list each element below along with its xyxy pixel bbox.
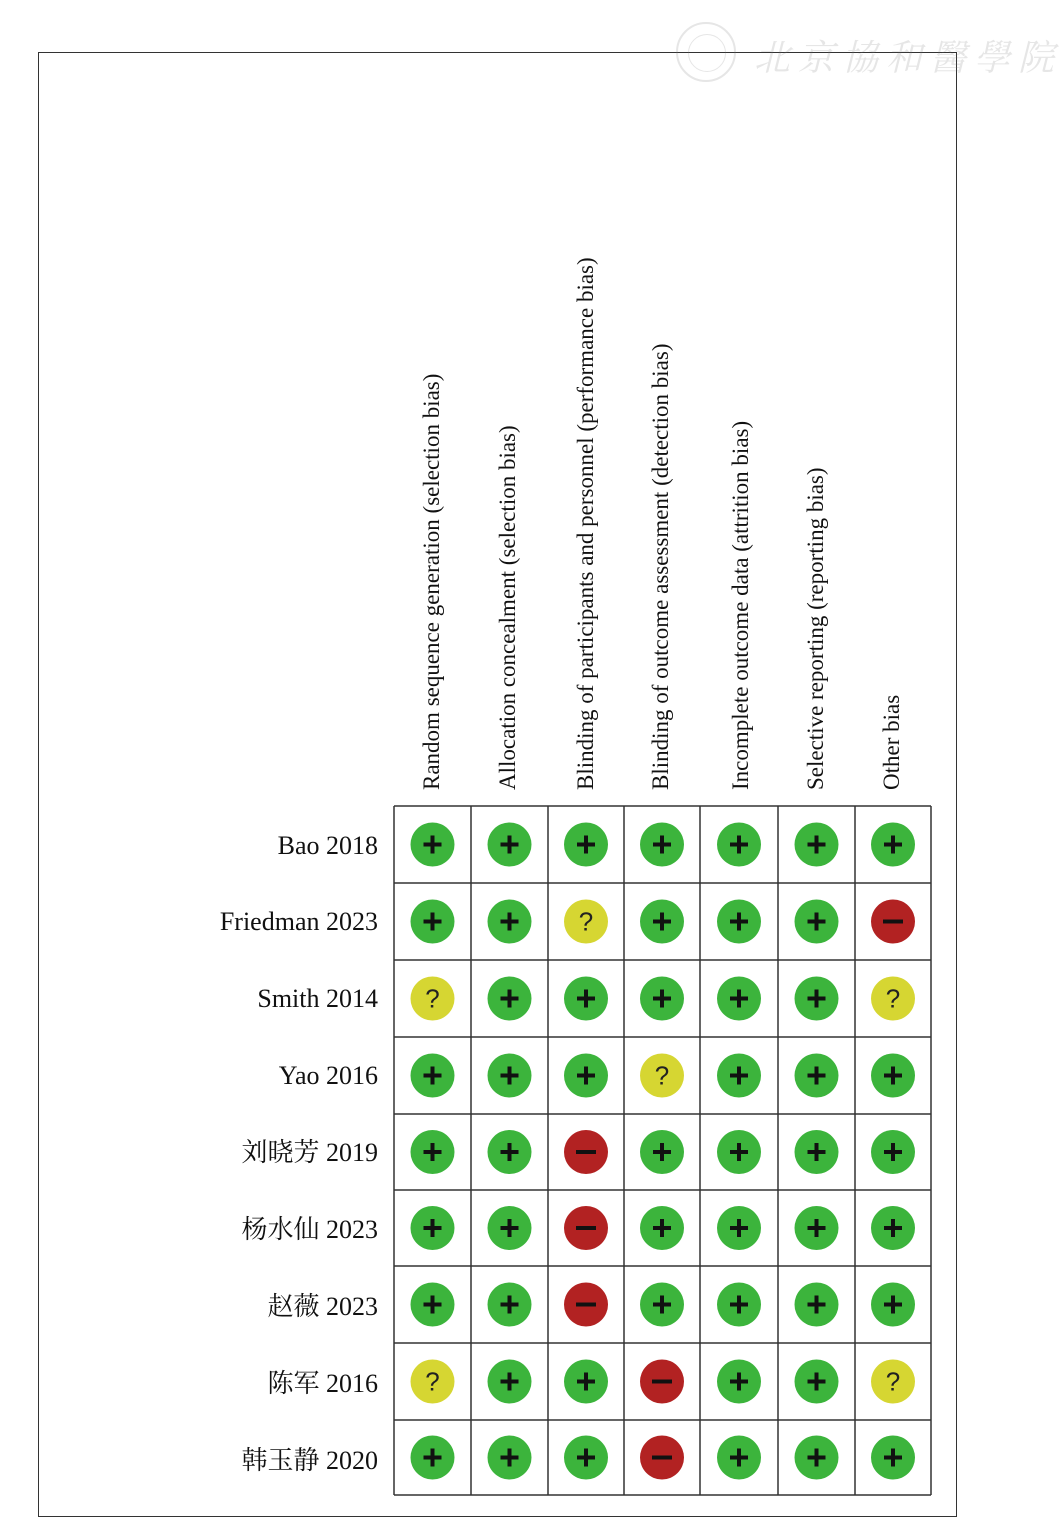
plus-symbol [508, 1296, 512, 1314]
plus-symbol [815, 990, 819, 1008]
plus-symbol [508, 1219, 512, 1237]
question-symbol: ? [885, 1366, 901, 1397]
minus-symbol [652, 1380, 672, 1384]
plus-symbol [891, 1143, 895, 1161]
plus-symbol [815, 1219, 819, 1237]
plus-symbol [660, 1143, 664, 1161]
study-label: Bao 2018 [277, 831, 378, 860]
plus-symbol [815, 1296, 819, 1314]
plus-symbol [891, 836, 895, 854]
plus-symbol [431, 913, 435, 931]
plus-symbol [431, 1067, 435, 1085]
column-header-blinding-participants: Blinding of participants and personnel (performance bias) [573, 257, 598, 790]
plus-symbol [891, 1067, 895, 1085]
plus-symbol [431, 1143, 435, 1161]
column-header-selective-reporting: Selective reporting (reporting bias) [803, 467, 828, 790]
study-label: Smith 2014 [257, 984, 378, 1013]
column-header-allocation-concealment: Allocation concealment (selection bias) [495, 425, 520, 790]
question-symbol: ? [885, 983, 901, 1014]
minus-symbol [652, 1456, 672, 1460]
question-symbol: ? [425, 983, 440, 1014]
plus-symbol [891, 1219, 895, 1237]
plus-symbol [584, 1449, 588, 1467]
plus-symbol [584, 836, 588, 854]
minus-symbol [883, 920, 903, 924]
minus-symbol [576, 1303, 596, 1307]
question-symbol: ? [654, 1060, 670, 1091]
plus-symbol [431, 1449, 435, 1467]
minus-symbol [576, 1226, 596, 1230]
plus-symbol [660, 1219, 664, 1237]
plus-symbol [584, 990, 588, 1008]
plus-symbol [891, 1296, 895, 1314]
plus-symbol [660, 836, 664, 854]
study-label: 韩玉静 2020 [241, 1446, 378, 1475]
plus-symbol [815, 1373, 819, 1391]
study-label: 刘晓芳 2019 [241, 1138, 378, 1167]
plus-symbol [584, 1373, 588, 1391]
plus-symbol [737, 990, 741, 1008]
minus-symbol [576, 1150, 596, 1154]
plus-symbol [508, 1143, 512, 1161]
plus-symbol [737, 1449, 741, 1467]
column-header-random-sequence: Random sequence generation (selection bias) [419, 373, 444, 790]
plus-symbol [815, 836, 819, 854]
plus-symbol [660, 990, 664, 1008]
plus-symbol [508, 1373, 512, 1391]
plus-symbol [508, 836, 512, 854]
plus-symbol [815, 913, 819, 931]
study-label: Yao 2016 [278, 1061, 378, 1090]
column-header-incomplete-outcome: Incomplete outcome data (attrition bias) [728, 420, 753, 790]
plus-symbol [431, 1296, 435, 1314]
plus-symbol [660, 1296, 664, 1314]
plus-symbol [815, 1067, 819, 1085]
question-symbol: ? [578, 906, 594, 937]
plus-symbol [891, 1449, 895, 1467]
watermark-text: 北京協和醫學院 [754, 38, 1062, 78]
plus-symbol [508, 1067, 512, 1085]
plus-symbol [508, 990, 512, 1008]
plus-symbol [737, 1067, 741, 1085]
column-header-blinding-outcome: Blinding of outcome assessment (detection bias) [648, 343, 673, 790]
study-label: Friedman 2023 [219, 907, 378, 936]
plus-symbol [815, 1449, 819, 1467]
plus-symbol [431, 1219, 435, 1237]
plus-symbol [660, 913, 664, 931]
plus-symbol [737, 913, 741, 931]
column-header-other-bias: Other bias [879, 694, 904, 790]
plus-symbol [584, 1067, 588, 1085]
study-label: 杨水仙 2023 [241, 1215, 378, 1244]
plus-symbol [508, 913, 512, 931]
plus-symbol [737, 1143, 741, 1161]
question-symbol: ? [425, 1366, 440, 1397]
plus-symbol [737, 836, 741, 854]
plus-symbol [737, 1219, 741, 1237]
study-label: 赵薇 2023 [267, 1292, 378, 1321]
plus-symbol [815, 1143, 819, 1161]
study-label: 陈军 2016 [267, 1369, 378, 1398]
plus-symbol [508, 1449, 512, 1467]
plus-symbol [431, 836, 435, 854]
plus-symbol [737, 1373, 741, 1391]
plus-symbol [737, 1296, 741, 1314]
